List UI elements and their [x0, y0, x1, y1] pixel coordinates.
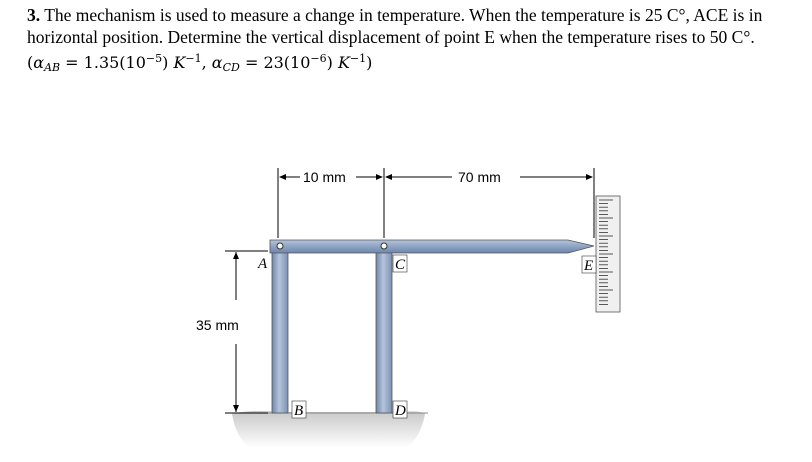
dim-35mm-label: 35 mm — [196, 317, 239, 333]
label-a: A — [258, 256, 268, 272]
kelvin-unit-1: K — [173, 53, 186, 72]
paren-open: ( — [27, 53, 34, 72]
kelvin-exponent-1: −1 — [185, 52, 202, 65]
label-e: E — [584, 258, 594, 274]
pin-a — [277, 243, 283, 249]
alpha-cd-symbol: α — [211, 53, 223, 72]
alpha-ab-value: = 1.35(10 — [60, 53, 146, 72]
alpha-cd-close: ) — [326, 53, 338, 72]
measurement-scale — [596, 196, 620, 312]
paren-close: ) — [366, 53, 373, 72]
label-d: D — [395, 403, 406, 419]
kelvin-exponent-2: −1 — [349, 52, 367, 65]
alpha-cd-subscript: CD — [222, 61, 240, 74]
label-b: B — [294, 403, 304, 419]
alpha-ab-symbol: α — [33, 53, 45, 72]
bar-ab — [272, 251, 288, 413]
pin-c — [381, 243, 387, 249]
alpha-ab-exponent: −5 — [145, 52, 163, 65]
alpha-ab-close: ) — [162, 53, 174, 72]
coef-separator: , — [201, 53, 212, 72]
alpha-cd-exponent: −6 — [310, 52, 327, 65]
problem-text-1: The mechanism is used to measure a change in temperature. When the temperature is 25 C°, ACE is in — [44, 5, 763, 25]
label-c: C — [395, 257, 406, 273]
problem-number: 3. — [27, 5, 41, 25]
dim-10mm-label: 10 mm — [303, 169, 346, 185]
bar-cd — [376, 251, 392, 413]
dim-70mm-label: 70 mm — [458, 169, 501, 185]
problem-line-2: horizontal position. Determine the vertical displacement of point E when the temperature rises to 50 C°. — [27, 27, 755, 47]
kelvin-unit-2: K — [337, 53, 350, 72]
alpha-ab-subscript: AB — [44, 61, 61, 74]
arm-ace — [270, 240, 594, 253]
alpha-cd-value: = 23(10 — [239, 53, 311, 72]
